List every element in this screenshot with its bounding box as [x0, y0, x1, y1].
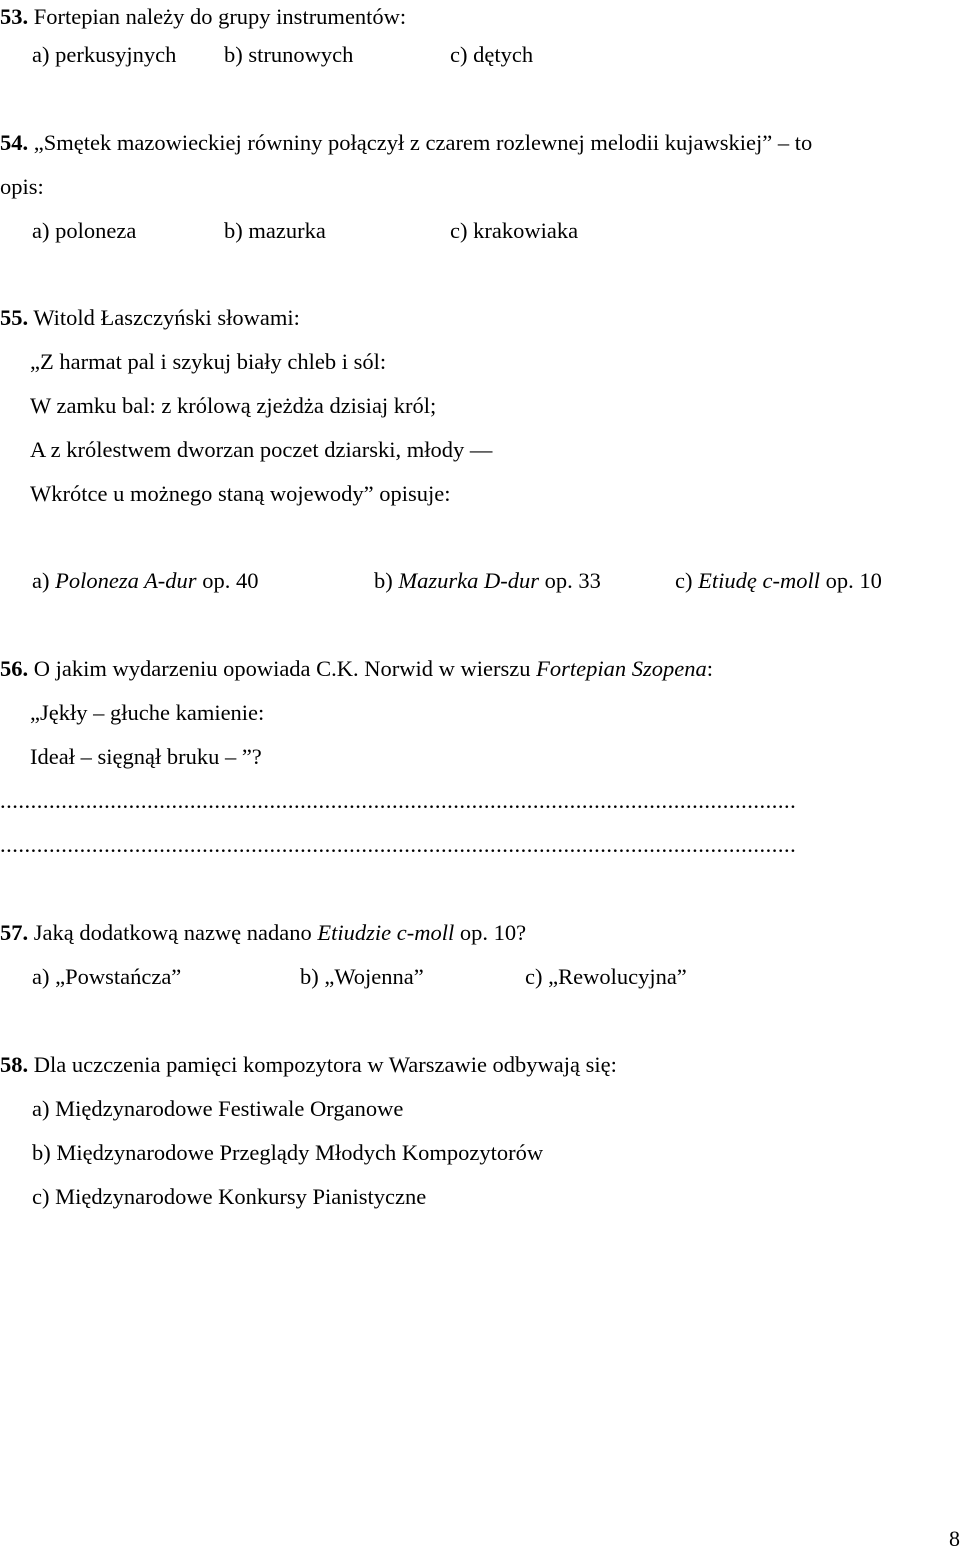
work-title: Mazurka D-dur	[398, 568, 539, 593]
answer-option-c: c) Międzynarodowe Konkursy Pianistyczne	[32, 1184, 427, 1209]
question-text-continuation: opis:	[0, 174, 44, 199]
question-number: 53.	[0, 4, 29, 29]
answer-option-a: a) perkusyjnych	[32, 42, 177, 67]
answer-option-c: c) „Rewolucyjna”	[525, 964, 687, 989]
question-53	[0, 6, 406, 29]
answer-option-a: a) „Powstańcza”	[32, 964, 182, 989]
question-57: 57. Jaką dodatkową nazwę nadano Etiudzie c-moll op. 10?	[0, 920, 527, 945]
question-text: Fortepian należy do grupy instrumentów:	[28, 4, 407, 29]
work-title: Poloneza A-dur	[55, 568, 197, 593]
question-number: 54.	[0, 130, 29, 155]
question-number: 56.	[0, 656, 29, 681]
question-58	[0, 1054, 617, 1077]
answer-option-b: b) Międzynarodowe Przeglądy Młodych Kompozytorów	[32, 1140, 544, 1165]
answer-option-c: c) dętych	[450, 42, 534, 67]
work-title: Etiudę c-moll	[698, 568, 820, 593]
answer-option-b: b) strunowych	[224, 42, 354, 67]
answer-option-b: b) Mazurka D-dur op. 33	[374, 568, 601, 593]
answer-option-b: b) „Wojenna”	[300, 964, 424, 989]
quote-line: Ideał – sięgnął bruku – ”?	[30, 744, 262, 769]
work-title: Etiudzie c-moll	[317, 920, 455, 945]
page-number: 8	[949, 1526, 960, 1551]
question-text: O jakim wydarzeniu opowiada C.K. Norwid w wierszu	[28, 656, 537, 681]
question-55	[0, 307, 300, 330]
poem-title: Fortepian Szopena	[536, 656, 707, 681]
poem-line: Wkrótce u możnego staną wojewody” opisuje:	[30, 481, 451, 506]
answer-option-b: b) mazurka	[224, 218, 326, 243]
question-text: Witold Łaszczyński słowami:	[28, 305, 300, 330]
question-54	[0, 132, 812, 155]
question-number: 55.	[0, 305, 29, 330]
answer-option-c: c) Etiudę c-moll op. 10	[675, 568, 882, 593]
quote-line: „Jękły – głuche kamienie:	[30, 700, 265, 725]
answer-option-a: a) Poloneza A-dur op. 40	[32, 568, 259, 593]
question-text: „Smętek mazowieckiej równiny połączył z czarem rozlewnej melodii kujawskiej” – to	[28, 130, 813, 155]
answer-blank-line[interactable]: ..................................................................................................................................	[0, 790, 797, 813]
question-text: Dla uczczenia pamięci kompozytora w Warszawie odbywają się:	[28, 1052, 617, 1077]
answer-blank-line[interactable]: ..................................................................................................................................	[0, 834, 797, 857]
answer-option-a: a) poloneza	[32, 218, 137, 243]
poem-line: W zamku bal: z królową zjeżdża dzisiaj król;	[30, 393, 437, 418]
answer-option-a: a) Międzynarodowe Festiwale Organowe	[32, 1096, 404, 1121]
answer-option-c: c) krakowiaka	[450, 218, 579, 243]
poem-line: A z królestwem dworzan poczet dziarski, młody —	[30, 437, 493, 462]
question-56: 56. O jakim wydarzeniu opowiada C.K. Norwid w wierszu Fortepian Szopena:	[0, 656, 714, 681]
question-number: 57.	[0, 920, 29, 945]
question-text: Jaką dodatkową nazwę nadano	[28, 920, 318, 945]
question-number: 58.	[0, 1052, 29, 1077]
poem-line: „Z harmat pal i szykuj biały chleb i sól:	[30, 349, 387, 374]
